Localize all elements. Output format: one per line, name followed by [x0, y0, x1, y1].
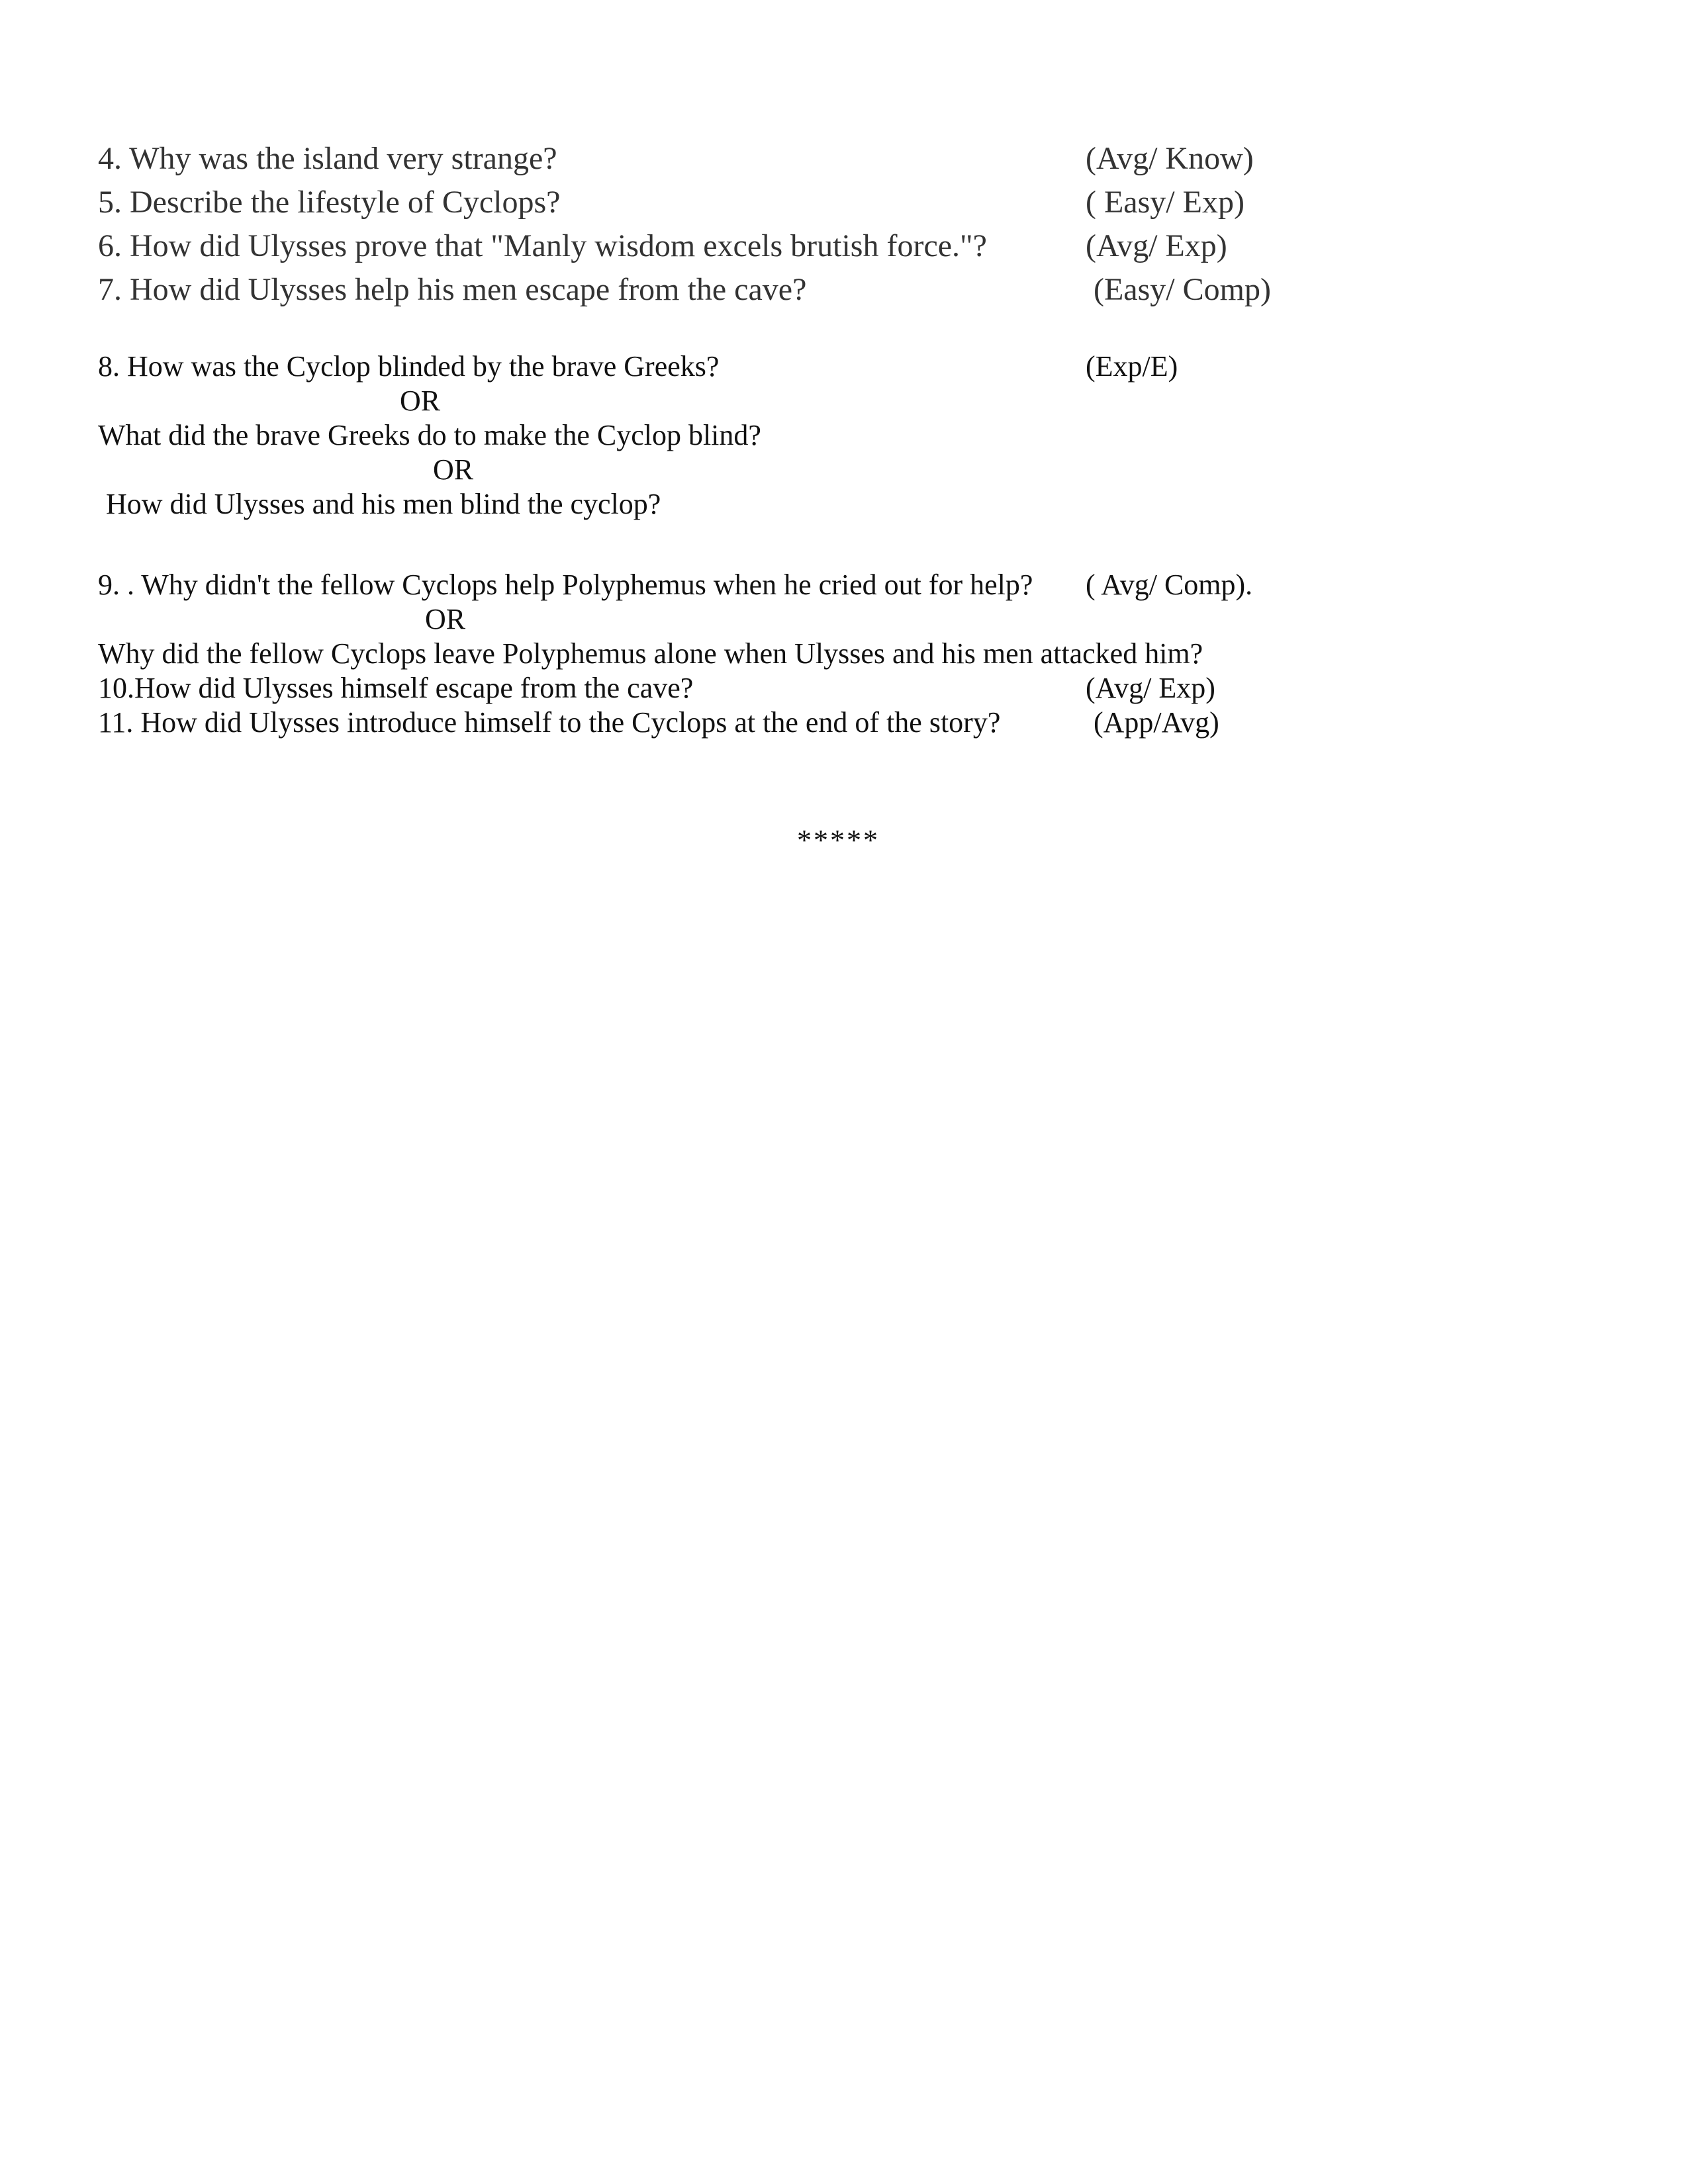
question-8-alt-2: How did Ulysses and his men blind the cyclop?: [106, 488, 661, 520]
question-7: 7. How did Ulysses help his men escape from the cave?: [98, 272, 807, 307]
question-7-tag: (Easy/ Comp): [1094, 272, 1271, 307]
question-9-alt-1: Why did the fellow Cyclops leave Polyphemus alone when Ulysses and his men attacked him?: [98, 637, 1203, 670]
question-10-tag: (Avg/ Exp): [1086, 672, 1215, 704]
question-4-tag: (Avg/ Know): [1086, 141, 1254, 176]
question-6: 6. How did Ulysses prove that "Manly wisdom excels brutish force."?: [98, 228, 987, 263]
question-10: 10.How did Ulysses himself escape from the cave?: [98, 672, 694, 704]
question-8-tag: (Exp/E): [1086, 350, 1178, 383]
question-8-alt-1: What did the brave Greeks do to make the Cyclop blind?: [98, 419, 761, 451]
question-5-tag: ( Easy/ Exp): [1086, 185, 1244, 220]
question-8-or-1: OR: [400, 385, 441, 417]
question-6-tag: (Avg/ Exp): [1086, 228, 1227, 263]
end-mark: *****: [797, 824, 880, 856]
question-9-tag: ( Avg/ Comp).: [1086, 569, 1253, 601]
question-4: 4. Why was the island very strange?: [98, 141, 557, 176]
question-5: 5. Describe the lifestyle of Cyclops?: [98, 185, 561, 220]
question-8: 8. How was the Cyclop blinded by the brave Greeks?: [98, 350, 720, 383]
question-11-tag: (App/Avg): [1094, 706, 1219, 739]
question-11: 11. How did Ulysses introduce himself to the Cyclops at the end of the story?: [98, 706, 1001, 739]
question-8-or-2: OR: [433, 453, 474, 486]
question-9-or-1: OR: [425, 603, 466, 635]
question-9: 9. . Why didn't the fellow Cyclops help Polyphemus when he cried out for help?: [98, 569, 1033, 601]
